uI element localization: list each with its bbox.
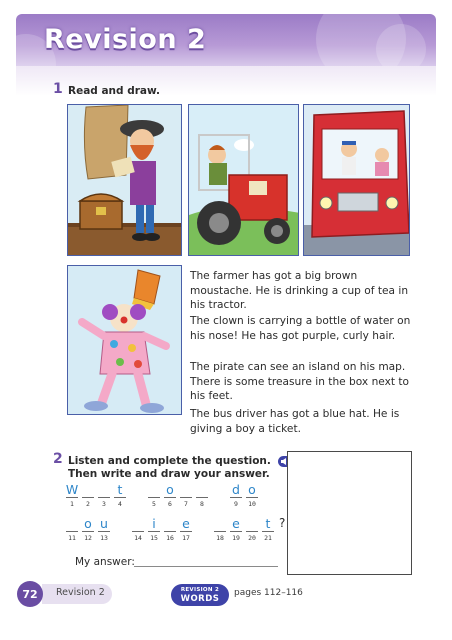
section-2-instruction-2: Then write and draw your answer. (68, 468, 270, 480)
slot-underline (180, 497, 192, 498)
slot-letter: e (182, 516, 190, 531)
slot-number: 21 (264, 534, 272, 542)
slot-underline (262, 531, 274, 532)
slot-number: 9 (234, 500, 238, 508)
slot-number: 17 (182, 534, 190, 542)
question-mark: ? (279, 516, 286, 530)
letter-slot[interactable] (81, 482, 95, 508)
slot-underline (230, 531, 242, 532)
slot-underline (164, 531, 176, 532)
slot-number: 3 (102, 500, 106, 508)
slot-underline (164, 497, 176, 498)
badge-top-text: REVISION 2 (180, 587, 220, 593)
letter-slot[interactable] (245, 482, 259, 508)
my-answer-label: My answer: (75, 556, 135, 568)
slot-underline (132, 531, 144, 532)
section-2-number: 2 (53, 451, 63, 467)
letter-slot[interactable] (179, 482, 193, 508)
slot-number: 13 (100, 534, 108, 542)
my-answer-line[interactable] (134, 566, 278, 567)
slot-underline (114, 497, 126, 498)
page-header (16, 14, 436, 66)
bus-picture (303, 104, 410, 256)
slot-underline (148, 531, 160, 532)
letter-slot[interactable] (65, 482, 79, 508)
pages-reference: pages 112–116 (234, 588, 303, 598)
section-1-number: 1 (53, 81, 63, 97)
slot-number: 1 (70, 500, 74, 508)
slot-number: 6 (168, 500, 172, 508)
slot-number: 7 (184, 500, 188, 508)
footer-section-label: Revision 2 (56, 587, 105, 598)
pirate-picture (67, 104, 182, 256)
section-2-instruction-1: Listen and complete the question. (68, 454, 300, 468)
slot-underline (66, 497, 78, 498)
story-farmer: The farmer has got a big brown moustache. He is drinking a cup of tea in his tractor. (190, 270, 409, 311)
slot-letter: o (248, 482, 256, 497)
slot-number: 18 (216, 534, 224, 542)
slot-number: 10 (248, 500, 256, 508)
slot-number: 12 (84, 534, 92, 542)
letter-slot[interactable] (81, 516, 95, 542)
puzzle-row-1 (65, 482, 261, 508)
slot-letter: t (265, 516, 271, 531)
section-1-instruction: Read and draw. (68, 85, 160, 97)
slot-underline (66, 531, 78, 532)
slot-number: 5 (152, 500, 156, 508)
letter-slot[interactable] (147, 516, 161, 542)
slot-underline (214, 531, 226, 532)
story-pirate: The pirate can see an island on his map. There is some treasure in the box next to his feet. (190, 361, 410, 402)
slot-letter: e (232, 516, 240, 531)
revision-words-badge (171, 584, 229, 606)
slot-underline (196, 497, 208, 498)
slot-underline (98, 531, 110, 532)
page-number: 72 (17, 581, 43, 607)
slot-underline (82, 531, 94, 532)
slot-underline (230, 497, 242, 498)
slot-letter: i (152, 516, 156, 531)
slot-letter: o (166, 482, 174, 497)
slot-number: 16 (166, 534, 174, 542)
slot-letter: u (100, 516, 108, 531)
letter-slot[interactable] (229, 482, 243, 508)
slot-underline (246, 531, 258, 532)
badge-bottom-text: WORDS (180, 594, 220, 604)
farmer-picture (188, 104, 299, 256)
letter-slot[interactable] (261, 516, 275, 542)
letter-slot[interactable] (131, 516, 145, 542)
slot-number: 20 (248, 534, 256, 542)
slot-letter: W (65, 482, 79, 497)
slot-number: 14 (134, 534, 142, 542)
letter-slot[interactable] (245, 516, 259, 542)
slot-number: 4 (118, 500, 122, 508)
story-clown: The clown is carrying a bottle of water on his nose! He has got purple, curly hair. (190, 315, 411, 342)
slot-number: 2 (86, 500, 90, 508)
letter-slot[interactable] (113, 482, 127, 508)
slot-number: 19 (232, 534, 240, 542)
letter-slot[interactable] (195, 482, 209, 508)
letter-slot[interactable] (213, 516, 227, 542)
slot-letter: t (117, 482, 123, 497)
slot-number: 11 (68, 534, 76, 542)
slot-letter: d (232, 482, 240, 497)
slot-underline (82, 497, 94, 498)
answer-drawing-box[interactable] (287, 451, 412, 575)
letter-slot[interactable] (65, 516, 79, 542)
page-title: Revision 2 (44, 24, 207, 55)
clown-picture (67, 265, 182, 415)
letter-slot[interactable] (97, 482, 111, 508)
letter-slot[interactable] (179, 516, 193, 542)
letter-slot[interactable] (163, 482, 177, 508)
slot-underline (246, 497, 258, 498)
slot-underline (180, 531, 192, 532)
letter-slot[interactable] (97, 516, 111, 542)
letter-slot[interactable] (163, 516, 177, 542)
story-bus-driver: The bus driver has got a blue hat. He is giving a boy a ticket. (190, 408, 400, 435)
slot-underline (148, 497, 160, 498)
slot-number: 15 (150, 534, 158, 542)
letter-slot[interactable] (147, 482, 161, 508)
puzzle-row-2 (65, 516, 285, 542)
slot-underline (98, 497, 110, 498)
letter-slot[interactable] (229, 516, 243, 542)
slot-letter: o (84, 516, 92, 531)
slot-number: 8 (200, 500, 204, 508)
